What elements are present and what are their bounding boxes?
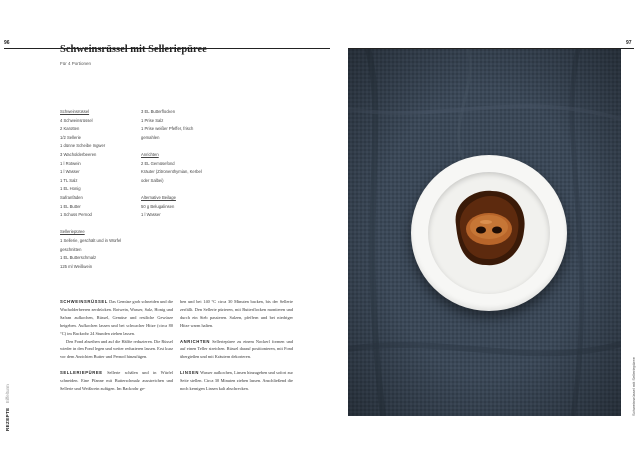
ingredient-item: 1 EL Butter xyxy=(60,203,81,209)
ingredient-heading-beilage: Alternative Beilage xyxy=(141,194,176,200)
ingredient-heading-schweinsruessel: Schweinsrüssel xyxy=(60,109,90,114)
method-paragraph: Den Fond abseihen und auf die Hälfte reduzieren. Die Rüssel wieder in den Fond legen und weiter reduzieren lassen. Erst kurz vor dem Anrichten Butter und Pernod hinzufügen. xyxy=(60,338,173,360)
method-label: SCHWEINSRÜSSEL xyxy=(60,299,108,304)
ingredient-item: 1 Prise Salz xyxy=(141,117,164,123)
ingredients-column-2 xyxy=(141,108,211,220)
dish-photo xyxy=(348,49,621,416)
method-paragraph: ANRICHTEN Selleriepüree zu einem Nockerl formen und auf einen Teller streichen. Rüssel darauf positionieren, mit Fond übergießen und mit Kräutern dekorieren. xyxy=(180,338,293,360)
ingredients-column-1 xyxy=(60,108,136,271)
section-side-label xyxy=(5,381,10,431)
ingredient-item: 1 EL Honig xyxy=(60,186,81,192)
ingredient-item: 3 Wacholderbeeren xyxy=(60,151,97,157)
ingredient-item: 1/2 Sellerie xyxy=(60,134,81,140)
ingredient-item: 2 Karotten xyxy=(60,126,80,132)
servings: Für 4 Portionen xyxy=(60,61,92,66)
page-number-left: 96 xyxy=(4,40,10,46)
ingredient-item: 1 Sellerie, geschält und in Würfel geschnitten xyxy=(60,237,122,252)
photo-caption: Schweinsrüssel mit Selleriepüree xyxy=(631,357,636,416)
ingredient-item: 3 EL Butterflocken xyxy=(141,109,176,114)
ingredient-item: 4 Schweinsrüssel xyxy=(60,117,93,123)
recipe-title: Schweinsrüssel mit Selleriepüree xyxy=(60,44,207,55)
method-column-1 xyxy=(60,298,173,393)
ingredient-item: 125 ml Weißwein xyxy=(60,263,93,269)
ingredient-item: 1 dünne Scheibe Ingwer xyxy=(60,143,106,149)
ingredient-item: 1 l Rotwein xyxy=(60,160,81,166)
section-label: REZEPTE xyxy=(5,407,10,431)
ingredient-item: 50 g Belugalinsen xyxy=(141,203,175,209)
method-label: SELLERIEPÜREE xyxy=(60,370,103,376)
ingredient-item: 1 l Wasser xyxy=(60,169,80,175)
method-paragraph: ben und bei 140 °C circa 30 Minuten backen, bis der Sellerie zerfällt. Den Sellerie pürieren, mit Butterflocken montieren und durch ein Sieb passieren. Salzen, pfeffern und bei niedriger Hitze warm halten. xyxy=(180,299,293,328)
ingredient-heading-selleriepueree: Selleriepüree xyxy=(60,229,85,235)
page-number-right: 97 xyxy=(626,40,632,46)
method-column-2 xyxy=(180,298,293,393)
ingredient-item: 1 l Wasser xyxy=(141,212,161,218)
ingredient-item: 1 EL Butterschmalz xyxy=(60,255,97,261)
method-label: ANRICHTEN xyxy=(180,338,211,344)
method-paragraph: SCHWEINSRÜSSEL Das Gemüse grob schneiden und die Wacholderbeeren zerdrücken. Rotwein, Wasser, Salz, Honig und Safran aufkochen, Rüssel, Gemüse und restliche Gewürze beigeben. Aufkochen lassen und bei schwacher Hitze (circa 80 °C) im Backrohr 24 Stunden ziehen lassen. xyxy=(60,299,173,336)
pig-snout-dish xyxy=(446,187,530,269)
ingredient-item: 1 Schuss Pernod xyxy=(60,212,92,218)
ingredient-heading-anrichten: Anrichten xyxy=(141,151,159,157)
section-sublabel: Eiffelturm xyxy=(5,384,10,404)
ingredient-item: Safranfäden xyxy=(60,194,83,200)
method-paragraph: SELLERIEPÜREE Sellerie schälen und in Würfel schneiden. Eine Pfanne mit Butterschmalz ausstreichen und Sellerie und Weißwein zufügen. Im Backrohr ge- xyxy=(60,370,173,391)
method-paragraph: LINSEN Wasser aufkochen, Linsen hinzugeben und sofort zur Seite stellen. Circa 30 Minuten ziehen lassen. Anschließend die noch kernigen Linsen kalt abschrecken. xyxy=(180,370,293,391)
ingredient-item: Kräuter (Zitronenthymian, Kerbel oder Salbei) xyxy=(141,169,202,183)
ingredient-item: 2 EL Gemüsefond xyxy=(141,160,175,166)
method-label: LINSEN xyxy=(180,370,199,376)
ingredient-item: 1 TL Salz xyxy=(60,177,78,183)
ingredient-item: 1 Prise weißer Pfeffer, frisch gemahlen xyxy=(141,126,194,140)
